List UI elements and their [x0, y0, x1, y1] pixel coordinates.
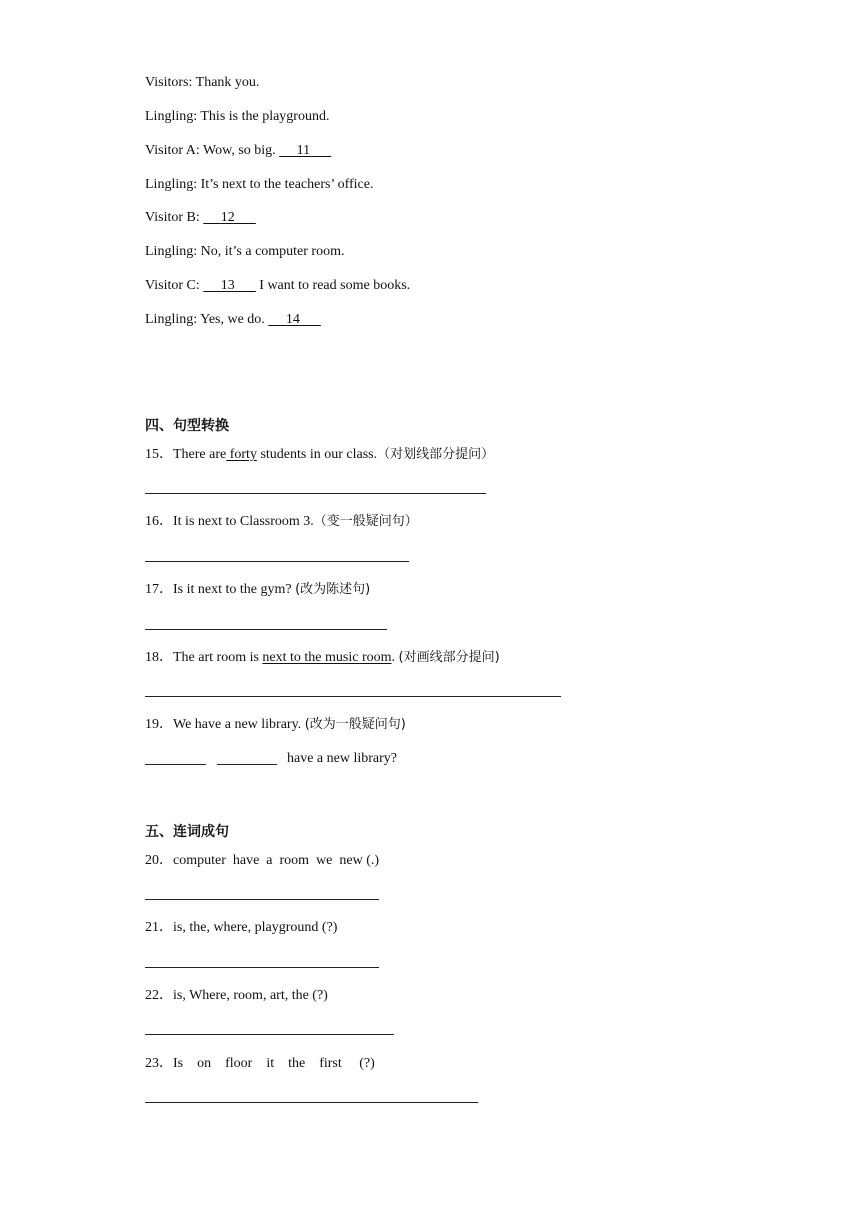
speaker: Visitor B: [145, 210, 200, 225]
instruction: (改为一般疑问句) [304, 717, 406, 732]
question-20: 20．computer have a room we new (.) [145, 853, 380, 868]
blank-12[interactable]: 12 [220, 210, 235, 225]
dialogue-line-8 [145, 311, 321, 329]
question-19-answer: have a new library? [145, 750, 397, 768]
answer-line-15[interactable] [145, 493, 486, 494]
utterance: It’s next to the teachers’ office. [197, 177, 374, 192]
speaker: Visitor C: [145, 278, 200, 293]
question-15: 15．There are forty students in our class.（对划线部分提问） [145, 447, 495, 462]
question-23: 23．Is on floor it the first (?) [145, 1056, 375, 1071]
speaker: Lingling: [145, 177, 198, 192]
underlined-phrase: next to the music room [262, 650, 392, 665]
instruction: （变一般疑问句） [313, 514, 418, 529]
speaker: Visitors: [145, 75, 193, 90]
utterance: Wow, so big. [199, 143, 280, 158]
blank-13[interactable]: 13 [220, 278, 235, 293]
dialogue-line-2 [145, 108, 329, 126]
dialogue-line-1 [145, 74, 259, 92]
speaker: Visitor A: [145, 143, 200, 158]
question-21: 21．is, the, where, playground (?) [145, 920, 338, 935]
question-16: 16．It is next to Classroom 3.（变一般疑问句） [145, 514, 418, 529]
utterance: Thank you. [192, 75, 260, 90]
question-18: 18．The art room is next to the music room. (对画线部分提问) [145, 650, 500, 665]
speaker: Lingling: [145, 109, 198, 124]
section-4-title: 四、句型转换 [145, 418, 229, 434]
answer-blank-2[interactable] [217, 764, 277, 765]
dialogue-line-6 [145, 243, 345, 261]
blank-14[interactable]: 14 [285, 312, 300, 327]
answer-blank-1[interactable] [145, 764, 206, 765]
blank-11[interactable]: 11 [296, 143, 311, 158]
section-5-title: 五、连词成句 [145, 824, 229, 840]
dialogue-line-5 [145, 209, 256, 227]
utterance-after: I want to read some books. [259, 278, 411, 293]
answer-line-20[interactable] [145, 899, 379, 900]
instruction: (对画线部分提问) [398, 650, 500, 665]
instruction: (改为陈述句) [295, 582, 371, 597]
instruction: （对划线部分提问） [377, 447, 495, 462]
question-17: 17．Is it next to the gym? (改为陈述句) [145, 582, 371, 597]
answer-line-17[interactable] [145, 629, 387, 630]
dialogue-line-3 [145, 142, 331, 160]
answer-line-16[interactable] [145, 561, 409, 562]
dialogue-line-4 [145, 176, 373, 194]
utterance: No, it’s a computer room. [197, 244, 345, 259]
answer-line-23[interactable] [145, 1102, 478, 1103]
question-19: 19．We have a new library. (改为一般疑问句) [145, 717, 406, 732]
speaker: Lingling: [145, 244, 198, 259]
answer-line-22[interactable] [145, 1034, 394, 1035]
dialogue-line-7 [145, 277, 410, 295]
speaker: Lingling: [145, 312, 198, 327]
utterance: Yes, we do. [197, 312, 269, 327]
underlined-word: forty [226, 447, 257, 462]
answer-line-21[interactable] [145, 967, 379, 968]
question-22: 22．is, Where, room, art, the (?) [145, 988, 328, 1003]
answer-line-18[interactable] [145, 696, 561, 697]
utterance: This is the playground. [197, 109, 330, 124]
